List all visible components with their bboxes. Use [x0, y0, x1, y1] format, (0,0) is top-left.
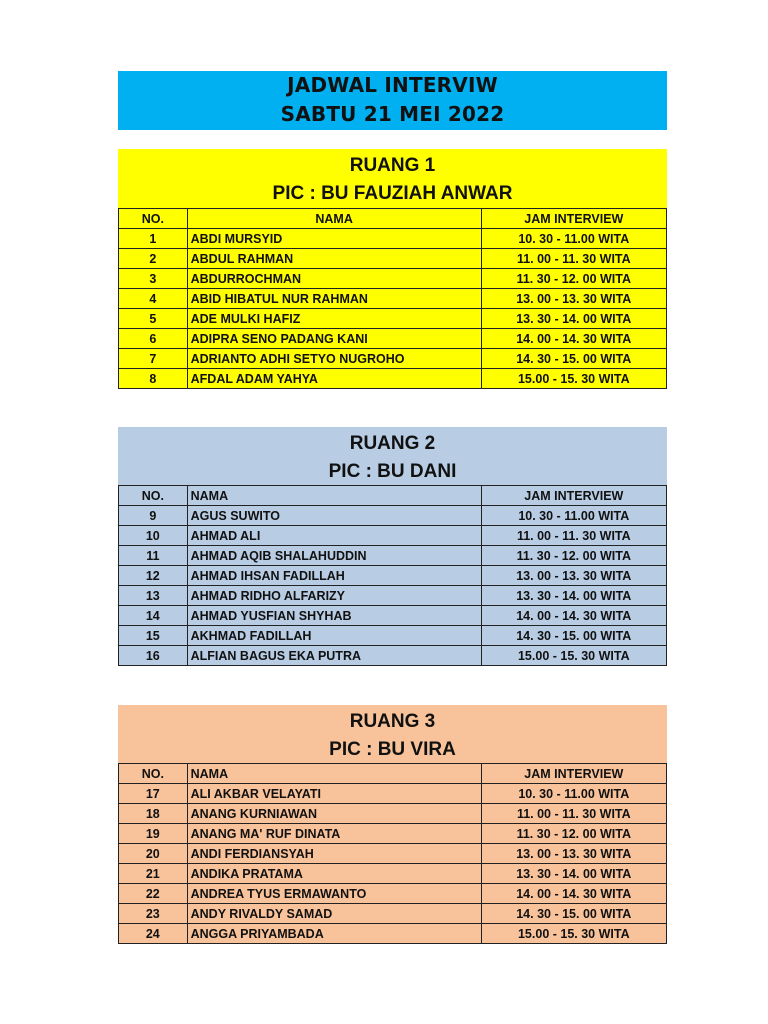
table-header-row [119, 764, 667, 784]
table-row [119, 249, 667, 269]
table-row [119, 646, 667, 666]
schedule-date: SABTU 21 MEI 2022 [280, 102, 505, 126]
cell-nama: ANDIKA PRATAMA [187, 864, 481, 884]
cell-nama: AHMAD RIDHO ALFARIZY [187, 586, 481, 606]
cell-no: 20 [119, 844, 188, 864]
cell-no: 14 [119, 606, 188, 626]
room-1-section [118, 149, 667, 389]
room-2-section [118, 427, 667, 666]
room-1-table [118, 208, 667, 389]
cell-jam: 13. 30 - 14. 00 WITA [481, 586, 666, 606]
table-row [119, 329, 667, 349]
column-header-jam: JAM INTERVIEW [481, 764, 666, 784]
cell-jam: 14. 00 - 14. 30 WITA [481, 884, 666, 904]
table-header-row [119, 209, 667, 229]
cell-nama: ALI AKBAR VELAYATI [187, 784, 481, 804]
column-header-no: NO. [119, 764, 188, 784]
cell-nama: ALFIAN BAGUS EKA PUTRA [187, 646, 481, 666]
cell-no: 1 [119, 229, 188, 249]
table-row [119, 269, 667, 289]
room-1-name: RUANG 1 [349, 155, 436, 176]
cell-jam: 10. 30 - 11.00 WITA [481, 229, 666, 249]
cell-jam: 11. 30 - 12. 00 WITA [481, 546, 666, 566]
room-3-table [118, 763, 667, 944]
cell-nama: ANANG MA' RUF DINATA [187, 824, 481, 844]
cell-jam: 14. 00 - 14. 30 WITA [481, 329, 666, 349]
cell-jam: 10. 30 - 11.00 WITA [481, 506, 666, 526]
cell-no: 13 [119, 586, 188, 606]
cell-nama: ANANG KURNIAWAN [187, 804, 481, 824]
table-row [119, 546, 667, 566]
table-row [119, 369, 667, 389]
column-header-no: NO. [119, 209, 188, 229]
table-row [119, 824, 667, 844]
cell-jam: 15.00 - 15. 30 WITA [481, 646, 666, 666]
cell-nama: ABDI MURSYID [187, 229, 481, 249]
room-3-section [118, 705, 667, 944]
cell-no: 7 [119, 349, 188, 369]
room-3-pic: PIC : BU VIRA [329, 739, 456, 760]
table-row [119, 904, 667, 924]
cell-nama: ADE MULKI HAFIZ [187, 309, 481, 329]
cell-jam: 15.00 - 15. 30 WITA [481, 369, 666, 389]
schedule-title: JADWAL INTERVIW [287, 73, 498, 97]
cell-no: 24 [119, 924, 188, 944]
cell-no: 23 [119, 904, 188, 924]
cell-nama: AHMAD AQIB SHALAHUDDIN [187, 546, 481, 566]
cell-jam: 13. 00 - 13. 30 WITA [481, 844, 666, 864]
cell-jam: 11. 00 - 11. 30 WITA [481, 804, 666, 824]
table-row [119, 309, 667, 329]
cell-jam: 13. 00 - 13. 30 WITA [481, 289, 666, 309]
room-1-pic: PIC : BU FAUZIAH ANWAR [272, 183, 513, 204]
cell-no: 19 [119, 824, 188, 844]
cell-nama: ANDI FERDIANSYAH [187, 844, 481, 864]
column-header-nama: NAMA [187, 764, 481, 784]
cell-nama: ADIPRA SENO PADANG KANI [187, 329, 481, 349]
cell-jam: 11. 30 - 12. 00 WITA [481, 824, 666, 844]
cell-nama: ABID HIBATUL NUR RAHMAN [187, 289, 481, 309]
cell-no: 17 [119, 784, 188, 804]
room-1-header [118, 149, 667, 208]
cell-no: 11 [119, 546, 188, 566]
room-3-header [118, 705, 667, 763]
cell-nama: ADRIANTO ADHI SETYO NUGROHO [187, 349, 481, 369]
cell-nama: AKHMAD FADILLAH [187, 626, 481, 646]
table-row [119, 626, 667, 646]
cell-no: 6 [119, 329, 188, 349]
cell-no: 5 [119, 309, 188, 329]
room-2-header [118, 427, 667, 485]
cell-jam: 14. 30 - 15. 00 WITA [481, 904, 666, 924]
room-2-pic: PIC : BU DANI [328, 461, 457, 482]
room-2-name: RUANG 2 [349, 433, 436, 454]
cell-no: 16 [119, 646, 188, 666]
cell-no: 22 [119, 884, 188, 904]
column-header-no: NO. [119, 486, 188, 506]
cell-nama: AHMAD IHSAN FADILLAH [187, 566, 481, 586]
cell-jam: 10. 30 - 11.00 WITA [481, 784, 666, 804]
cell-jam: 13. 30 - 14. 00 WITA [481, 309, 666, 329]
table-row [119, 526, 667, 546]
schedule-title-banner [118, 71, 667, 130]
cell-nama: AFDAL ADAM YAHYA [187, 369, 481, 389]
cell-jam: 14. 30 - 15. 00 WITA [481, 626, 666, 646]
cell-jam: 11. 00 - 11. 30 WITA [481, 249, 666, 269]
cell-jam: 15.00 - 15. 30 WITA [481, 924, 666, 944]
room-2-table [118, 485, 667, 666]
table-row [119, 924, 667, 944]
table-row [119, 289, 667, 309]
table-row [119, 506, 667, 526]
table-row [119, 784, 667, 804]
table-row [119, 566, 667, 586]
cell-nama: ANGGA PRIYAMBADA [187, 924, 481, 944]
cell-nama: ABDUL RAHMAN [187, 249, 481, 269]
table-row [119, 349, 667, 369]
table-row [119, 229, 667, 249]
cell-jam: 13. 30 - 14. 00 WITA [481, 864, 666, 884]
cell-jam: 13. 00 - 13. 30 WITA [481, 566, 666, 586]
cell-no: 18 [119, 804, 188, 824]
table-row [119, 586, 667, 606]
cell-jam: 11. 00 - 11. 30 WITA [481, 526, 666, 546]
table-row [119, 864, 667, 884]
cell-no: 3 [119, 269, 188, 289]
cell-no: 4 [119, 289, 188, 309]
column-header-jam: JAM INTERVIEW [481, 486, 666, 506]
cell-jam: 14. 00 - 14. 30 WITA [481, 606, 666, 626]
cell-jam: 14. 30 - 15. 00 WITA [481, 349, 666, 369]
cell-no: 9 [119, 506, 188, 526]
cell-no: 12 [119, 566, 188, 586]
cell-nama: ANDY RIVALDY SAMAD [187, 904, 481, 924]
cell-no: 8 [119, 369, 188, 389]
table-row [119, 804, 667, 824]
cell-no: 10 [119, 526, 188, 546]
cell-jam: 11. 30 - 12. 00 WITA [481, 269, 666, 289]
cell-nama: ABDURROCHMAN [187, 269, 481, 289]
cell-nama: AHMAD ALI [187, 526, 481, 546]
cell-nama: AHMAD YUSFIAN SHYHAB [187, 606, 481, 626]
column-header-nama: NAMA [187, 209, 481, 229]
room-3-name: RUANG 3 [349, 711, 436, 732]
cell-no: 15 [119, 626, 188, 646]
cell-no: 21 [119, 864, 188, 884]
table-header-row [119, 486, 667, 506]
table-row [119, 844, 667, 864]
column-header-nama: NAMA [187, 486, 481, 506]
table-row [119, 884, 667, 904]
column-header-jam: JAM INTERVIEW [481, 209, 666, 229]
cell-nama: ANDREA TYUS ERMAWANTO [187, 884, 481, 904]
table-row [119, 606, 667, 626]
cell-no: 2 [119, 249, 188, 269]
cell-nama: AGUS SUWITO [187, 506, 481, 526]
